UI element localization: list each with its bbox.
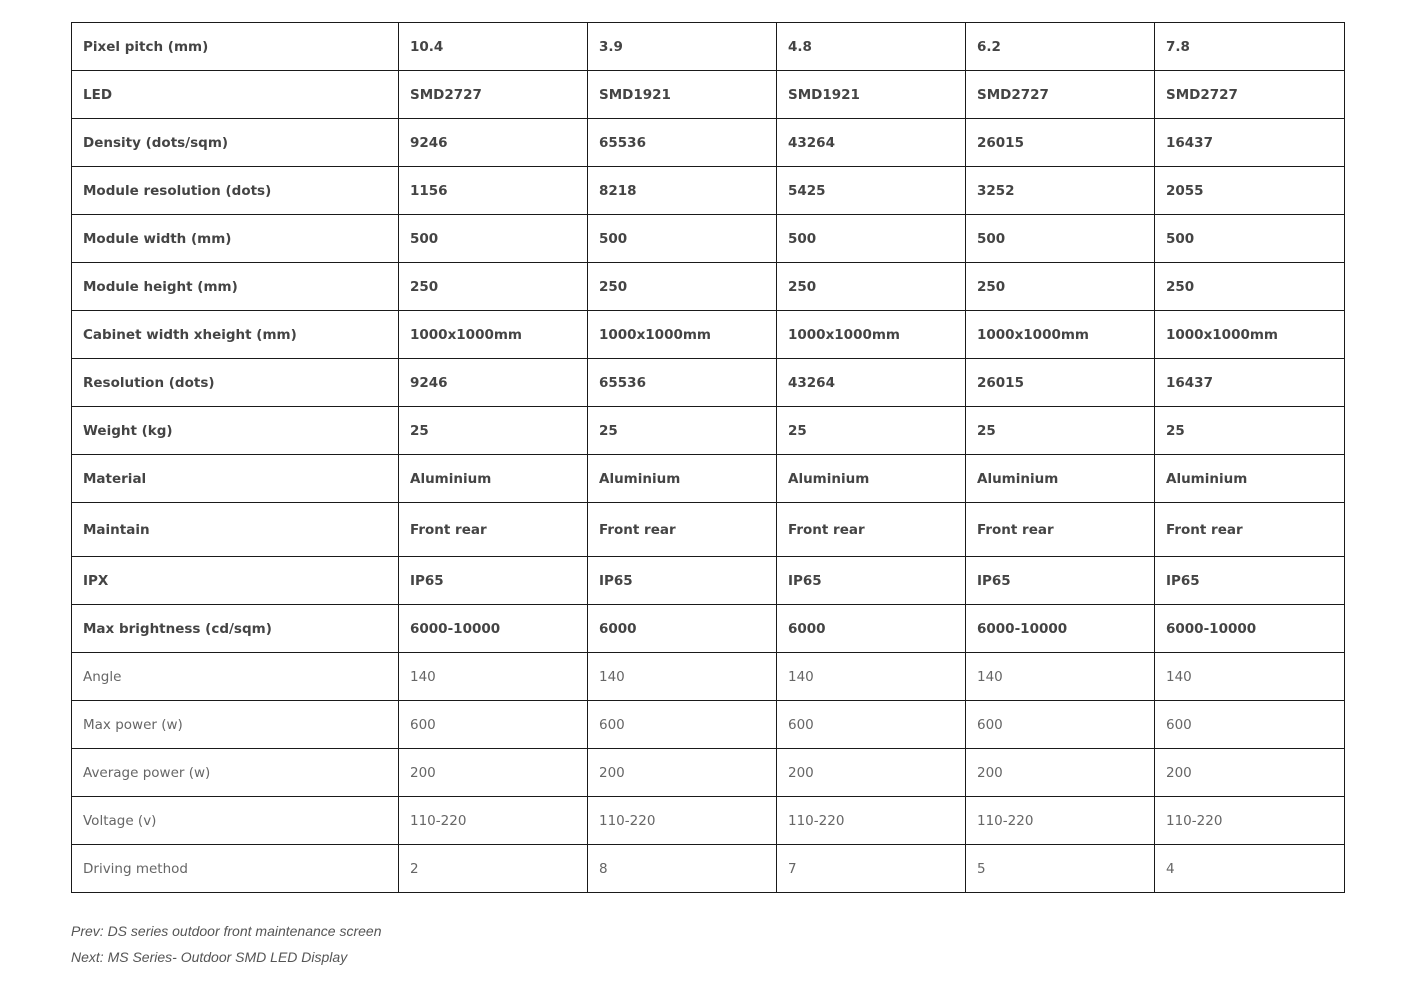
value-cell: 110-220 — [966, 797, 1155, 845]
value-cell: 110-220 — [588, 797, 777, 845]
value-cell: 500 — [1155, 215, 1345, 263]
table-row — [72, 23, 1345, 71]
value-cell: 600 — [966, 701, 1155, 749]
value-cell: 600 — [588, 701, 777, 749]
value-cell: 140 — [1155, 653, 1345, 701]
value-cell: 25 — [1155, 407, 1345, 455]
value-cell: 500 — [588, 215, 777, 263]
value-cell: Front rear — [399, 503, 588, 557]
row-label-cell: Angle — [72, 653, 399, 701]
row-label-cell: Pixel pitch (mm) — [72, 23, 399, 71]
value-cell: 4 — [1155, 845, 1345, 893]
value-cell: 26015 — [966, 359, 1155, 407]
value-cell: 110-220 — [1155, 797, 1345, 845]
table-row — [72, 605, 1345, 653]
table-row — [72, 557, 1345, 605]
value-cell: 6.2 — [966, 23, 1155, 71]
row-label-cell: Driving method — [72, 845, 399, 893]
value-cell: 26015 — [966, 119, 1155, 167]
row-label-cell: LED — [72, 71, 399, 119]
value-cell: 110-220 — [777, 797, 966, 845]
row-label-cell: Material — [72, 455, 399, 503]
table-row — [72, 503, 1345, 557]
row-label-cell: Max brightness (cd/sqm) — [72, 605, 399, 653]
value-cell: 250 — [777, 263, 966, 311]
table-row — [72, 797, 1345, 845]
value-cell: 1156 — [399, 167, 588, 215]
value-cell: 25 — [777, 407, 966, 455]
value-cell: Aluminium — [777, 455, 966, 503]
value-cell: 6000-10000 — [399, 605, 588, 653]
value-cell: 140 — [588, 653, 777, 701]
row-label-cell: Average power (w) — [72, 749, 399, 797]
value-cell: 500 — [777, 215, 966, 263]
value-cell: 65536 — [588, 359, 777, 407]
value-cell: 65536 — [588, 119, 777, 167]
value-cell: 2 — [399, 845, 588, 893]
value-cell: 200 — [1155, 749, 1345, 797]
post-navigation — [71, 922, 382, 974]
value-cell: SMD2727 — [399, 71, 588, 119]
value-cell: Aluminium — [399, 455, 588, 503]
table-row — [72, 71, 1345, 119]
row-label-cell: Cabinet width xheight (mm) — [72, 311, 399, 359]
value-cell: 140 — [777, 653, 966, 701]
value-cell: Aluminium — [588, 455, 777, 503]
table-row — [72, 845, 1345, 893]
table-row — [72, 749, 1345, 797]
value-cell: 250 — [399, 263, 588, 311]
table-row — [72, 167, 1345, 215]
row-label-cell: Density (dots/sqm) — [72, 119, 399, 167]
value-cell: 140 — [966, 653, 1155, 701]
table-row — [72, 701, 1345, 749]
spec-table — [71, 22, 1345, 893]
row-label-cell: Maintain — [72, 503, 399, 557]
value-cell: SMD2727 — [966, 71, 1155, 119]
value-cell: 6000-10000 — [1155, 605, 1345, 653]
value-cell: 25 — [399, 407, 588, 455]
value-cell: 6000 — [588, 605, 777, 653]
row-label-cell: Weight (kg) — [72, 407, 399, 455]
value-cell: Aluminium — [966, 455, 1155, 503]
value-cell: 5 — [966, 845, 1155, 893]
value-cell: 9246 — [399, 359, 588, 407]
table-row — [72, 455, 1345, 503]
row-label-cell: Module height (mm) — [72, 263, 399, 311]
value-cell: 1000x1000mm — [1155, 311, 1345, 359]
value-cell: 4.8 — [777, 23, 966, 71]
value-cell: Front rear — [966, 503, 1155, 557]
next-post-link[interactable]: Next: MS Series- Outdoor SMD LED Display — [71, 949, 348, 965]
value-cell: Aluminium — [1155, 455, 1345, 503]
next-link-row — [71, 948, 382, 974]
table-row — [72, 311, 1345, 359]
value-cell: 16437 — [1155, 119, 1345, 167]
value-cell: IP65 — [588, 557, 777, 605]
value-cell: 500 — [966, 215, 1155, 263]
table-row — [72, 653, 1345, 701]
value-cell: 7 — [777, 845, 966, 893]
row-label-cell: Voltage (v) — [72, 797, 399, 845]
value-cell: 3.9 — [588, 23, 777, 71]
value-cell: 200 — [399, 749, 588, 797]
row-label-cell: Max power (w) — [72, 701, 399, 749]
value-cell: 1000x1000mm — [966, 311, 1155, 359]
value-cell: 6000-10000 — [966, 605, 1155, 653]
table-row — [72, 119, 1345, 167]
row-label-cell: Module resolution (dots) — [72, 167, 399, 215]
value-cell: 5425 — [777, 167, 966, 215]
value-cell: 600 — [777, 701, 966, 749]
value-cell: 600 — [1155, 701, 1345, 749]
value-cell: 2055 — [1155, 167, 1345, 215]
value-cell: 7.8 — [1155, 23, 1345, 71]
value-cell: 9246 — [399, 119, 588, 167]
value-cell: 140 — [399, 653, 588, 701]
value-cell: IP65 — [399, 557, 588, 605]
value-cell: Front rear — [1155, 503, 1345, 557]
row-label-cell: Resolution (dots) — [72, 359, 399, 407]
value-cell: SMD1921 — [777, 71, 966, 119]
value-cell: SMD2727 — [1155, 71, 1345, 119]
value-cell: 3252 — [966, 167, 1155, 215]
table-row — [72, 407, 1345, 455]
value-cell: Front rear — [777, 503, 966, 557]
row-label-cell: Module width (mm) — [72, 215, 399, 263]
value-cell: 200 — [966, 749, 1155, 797]
value-cell: 6000 — [777, 605, 966, 653]
row-label-cell: IPX — [72, 557, 399, 605]
value-cell: IP65 — [966, 557, 1155, 605]
value-cell: 1000x1000mm — [399, 311, 588, 359]
value-cell: 250 — [966, 263, 1155, 311]
value-cell: 43264 — [777, 119, 966, 167]
value-cell: 1000x1000mm — [777, 311, 966, 359]
value-cell: IP65 — [1155, 557, 1345, 605]
value-cell: 8218 — [588, 167, 777, 215]
value-cell: 200 — [777, 749, 966, 797]
prev-post-link[interactable]: Prev: DS series outdoor front maintenance screen — [71, 923, 382, 939]
table-row — [72, 215, 1345, 263]
value-cell: SMD1921 — [588, 71, 777, 119]
value-cell: 10.4 — [399, 23, 588, 71]
value-cell: 500 — [399, 215, 588, 263]
value-cell: 250 — [588, 263, 777, 311]
value-cell: 25 — [966, 407, 1155, 455]
value-cell: 600 — [399, 701, 588, 749]
value-cell: 1000x1000mm — [588, 311, 777, 359]
spec-table-body — [72, 23, 1345, 893]
value-cell: 200 — [588, 749, 777, 797]
table-row — [72, 263, 1345, 311]
value-cell: 43264 — [777, 359, 966, 407]
prev-link-row — [71, 922, 382, 948]
value-cell: Front rear — [588, 503, 777, 557]
value-cell: 110-220 — [399, 797, 588, 845]
value-cell: 250 — [1155, 263, 1345, 311]
value-cell: IP65 — [777, 557, 966, 605]
value-cell: 16437 — [1155, 359, 1345, 407]
value-cell: 8 — [588, 845, 777, 893]
table-row — [72, 359, 1345, 407]
value-cell: 25 — [588, 407, 777, 455]
